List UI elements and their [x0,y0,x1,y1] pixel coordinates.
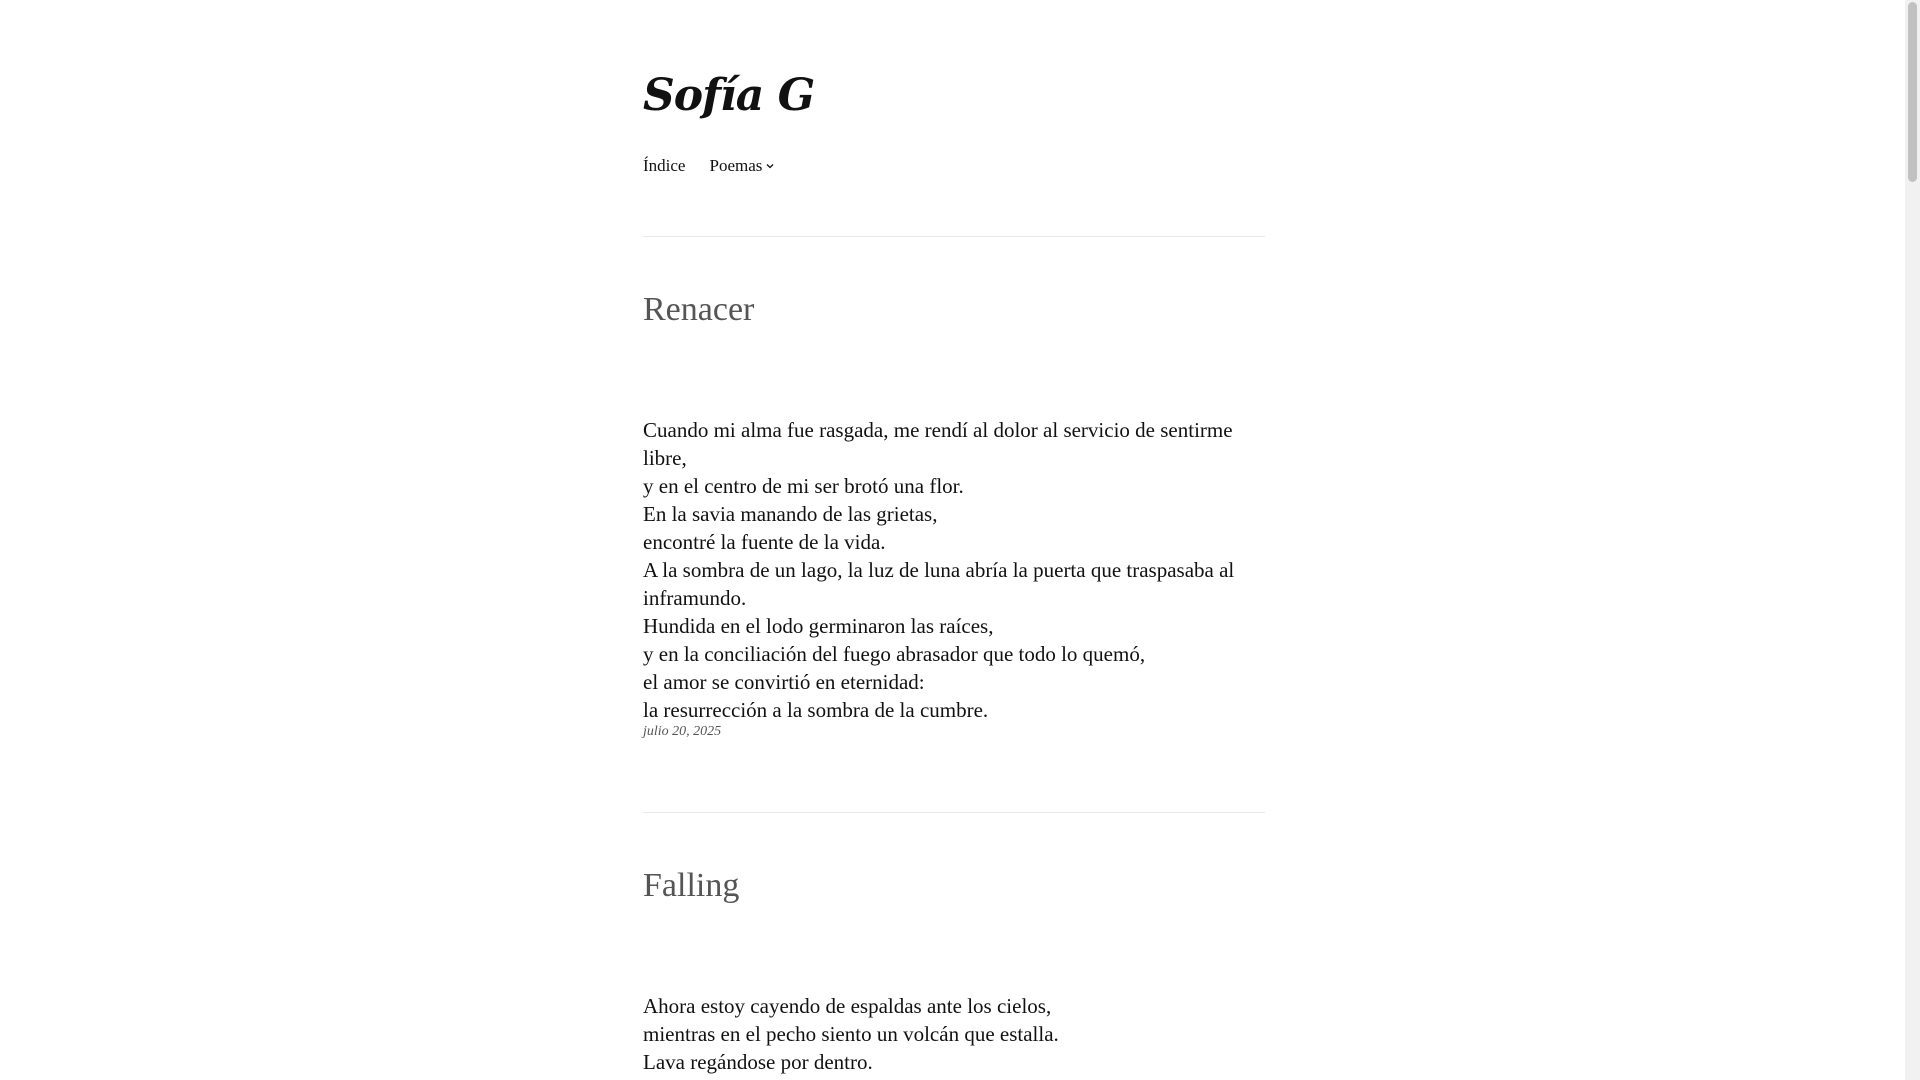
poem-line: y en el centro de mi ser brotó una flor. [643,474,964,498]
nav-item-label: Índice [643,156,686,175]
vertical-scrollbar[interactable] [1905,0,1920,1080]
poem-line: En la savia manando de las grietas, [643,502,938,526]
poem-line: el amor se convirtió en eternidad: [643,670,925,694]
divider [643,812,1265,813]
poem-line: Hundida en el lodo germinaron las raíces, [643,614,994,638]
divider [643,236,1265,237]
chevron-down-icon [765,161,775,171]
scrollbar-thumb[interactable] [1908,2,1917,182]
poem-line: Ahora estoy cayendo de espaldas ante los cielos, [643,994,1052,1018]
post-body [643,416,1265,724]
nav-item-indice[interactable] [643,156,685,176]
post-body [643,992,1265,1076]
poem-line: y en la conciliación del fuego abrasador que todo lo quemó, [643,642,1146,666]
nav-item-poemas[interactable] [709,156,775,176]
poem-line: Cuando mi alma fue rasgada, me rendí al dolor al servicio de sentirme libre, [643,418,1233,470]
poem-line: inframundo. [643,586,747,610]
poem-line: la resurrección a la sombra de la cumbre. [643,698,989,722]
poem-line: mientras en el pecho siento un volcán que estalla. [643,1022,1059,1046]
poem-line: encontré la fuente de la vida. [643,530,886,554]
post-date[interactable]: julio 20, 2025 [643,724,722,739]
post-title[interactable]: Renacer [643,291,755,328]
poem-line: A la sombra de un lago, la luz de luna abría la puerta que traspasaba al [643,558,1235,582]
main-navigation [643,156,775,176]
post-title[interactable]: Falling [643,867,740,904]
nav-item-label: Poemas [709,156,763,175]
site-title[interactable]: Sofía G [643,70,815,121]
poem-line: Lava regándose por dentro. [643,1050,873,1074]
